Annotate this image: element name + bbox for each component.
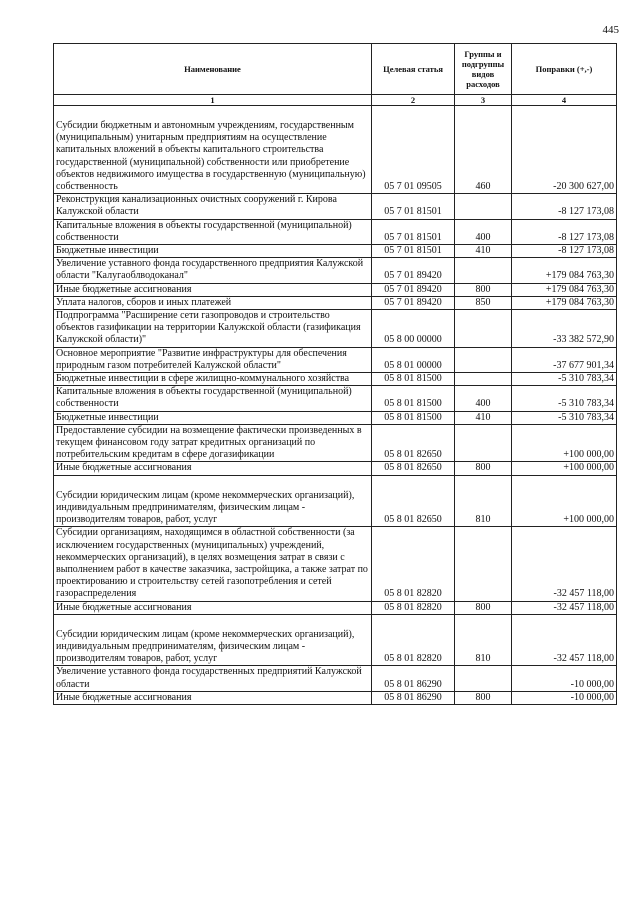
cell-name: Увеличение уставного фонда государственного предприятия Калужской области "Калугаоблводоканал" bbox=[54, 258, 372, 283]
cell-name: Капитальные вложения в объекты государственной (муниципальной) собственности bbox=[54, 219, 372, 244]
spacer-cell bbox=[455, 106, 512, 121]
cell-group: 850 bbox=[455, 296, 512, 309]
cell-code: 05 8 01 86290 bbox=[372, 666, 455, 691]
table-header-row bbox=[54, 44, 617, 95]
page-number: 445 bbox=[602, 24, 619, 36]
cell-code: 05 7 01 09505 bbox=[372, 120, 455, 194]
cell-code: 05 7 01 89420 bbox=[372, 296, 455, 309]
cell-amount: -32 457 118,00 bbox=[512, 629, 617, 666]
cell-code: 05 8 01 82820 bbox=[372, 601, 455, 614]
cell-name: Бюджетные инвестиции bbox=[54, 411, 372, 424]
cell-group: 800 bbox=[455, 283, 512, 296]
cell-group bbox=[455, 347, 512, 372]
cell-group: 410 bbox=[455, 411, 512, 424]
cell-name: Подпрограмма "Расширение сети газопроводов и строительство объектов газификации на территории Калужской области (газификация Калужской области)" bbox=[54, 310, 372, 348]
cell-name: Иные бюджетные ассигнования bbox=[54, 462, 372, 475]
spacer-cell bbox=[372, 106, 455, 121]
spacer-cell bbox=[372, 475, 455, 490]
spacer-row bbox=[54, 106, 617, 121]
column-number: 4 bbox=[512, 95, 617, 106]
cell-group: 800 bbox=[455, 601, 512, 614]
cell-amount: -20 300 627,00 bbox=[512, 120, 617, 194]
cell-code: 05 8 01 00000 bbox=[372, 347, 455, 372]
cell-amount: -8 127 173,08 bbox=[512, 245, 617, 258]
cell-code: 05 7 01 81501 bbox=[372, 194, 455, 219]
cell-amount: -5 310 783,34 bbox=[512, 373, 617, 386]
column-number-row bbox=[54, 95, 617, 106]
table-row bbox=[54, 462, 617, 475]
table-row bbox=[54, 283, 617, 296]
cell-group bbox=[455, 527, 512, 601]
cell-amount: -8 127 173,08 bbox=[512, 219, 617, 244]
cell-group: 400 bbox=[455, 219, 512, 244]
cell-amount: +179 084 763,30 bbox=[512, 283, 617, 296]
table-row bbox=[54, 386, 617, 411]
cell-group: 810 bbox=[455, 629, 512, 666]
cell-amount: -37 677 901,34 bbox=[512, 347, 617, 372]
cell-group bbox=[455, 424, 512, 462]
spacer-cell bbox=[455, 614, 512, 629]
table-row bbox=[54, 629, 617, 666]
column-header-target: Целевая статья bbox=[372, 44, 455, 95]
cell-amount: -32 457 118,00 bbox=[512, 527, 617, 601]
cell-amount: -10 000,00 bbox=[512, 691, 617, 704]
table-body bbox=[54, 106, 617, 705]
cell-code: 05 8 01 82650 bbox=[372, 490, 455, 527]
cell-group bbox=[455, 194, 512, 219]
spacer-cell bbox=[54, 475, 372, 490]
cell-code: 05 7 01 81501 bbox=[372, 219, 455, 244]
cell-amount: -5 310 783,34 bbox=[512, 386, 617, 411]
spacer-row bbox=[54, 614, 617, 629]
table-row bbox=[54, 601, 617, 614]
spacer-cell bbox=[455, 475, 512, 490]
cell-code: 05 8 00 00000 bbox=[372, 310, 455, 348]
spacer-cell bbox=[54, 614, 372, 629]
cell-name: Субсидии бюджетным и автономным учреждениям, государственным (муниципальным) унитарным предприятиям на осуществление капитальных вложений в объекты капитального строительства государственной (муниципальной) собственности или приобретение объектов недвижимого имущества в государственную (муниципальную) собственность bbox=[54, 120, 372, 194]
cell-amount: +100 000,00 bbox=[512, 462, 617, 475]
cell-group: 810 bbox=[455, 490, 512, 527]
table-row bbox=[54, 347, 617, 372]
table-row bbox=[54, 527, 617, 601]
cell-amount: +179 084 763,30 bbox=[512, 258, 617, 283]
cell-amount: +100 000,00 bbox=[512, 490, 617, 527]
cell-code: 05 8 01 86290 bbox=[372, 691, 455, 704]
cell-name: Бюджетные инвестиции в сфере жилищно-коммунального хозяйства bbox=[54, 373, 372, 386]
cell-code: 05 8 01 82820 bbox=[372, 629, 455, 666]
spacer-cell bbox=[54, 106, 372, 121]
cell-code: 05 8 01 82650 bbox=[372, 462, 455, 475]
table-row bbox=[54, 258, 617, 283]
table-row bbox=[54, 296, 617, 309]
cell-code: 05 8 01 81500 bbox=[372, 411, 455, 424]
cell-group: 800 bbox=[455, 462, 512, 475]
cell-name: Иные бюджетные ассигнования bbox=[54, 691, 372, 704]
column-number: 1 bbox=[54, 95, 372, 106]
spacer-cell bbox=[512, 614, 617, 629]
table-row bbox=[54, 245, 617, 258]
cell-group: 800 bbox=[455, 691, 512, 704]
table-row bbox=[54, 691, 617, 704]
cell-group bbox=[455, 310, 512, 348]
cell-name: Увеличение уставного фонда государственных предприятий Калужской области bbox=[54, 666, 372, 691]
table-row bbox=[54, 310, 617, 348]
cell-code: 05 7 01 89420 bbox=[372, 258, 455, 283]
cell-group bbox=[455, 666, 512, 691]
cell-name: Капитальные вложения в объекты государственной (муниципальной) собственности bbox=[54, 386, 372, 411]
cell-amount: -33 382 572,90 bbox=[512, 310, 617, 348]
cell-amount: +100 000,00 bbox=[512, 424, 617, 462]
cell-code: 05 8 01 81500 bbox=[372, 386, 455, 411]
column-header-name: Наименование bbox=[54, 44, 372, 95]
spacer-row bbox=[54, 475, 617, 490]
cell-group: 460 bbox=[455, 120, 512, 194]
spacer-cell bbox=[372, 614, 455, 629]
cell-amount: -5 310 783,34 bbox=[512, 411, 617, 424]
cell-name: Иные бюджетные ассигнования bbox=[54, 283, 372, 296]
cell-amount: -32 457 118,00 bbox=[512, 601, 617, 614]
cell-code: 05 7 01 81501 bbox=[372, 245, 455, 258]
table-row bbox=[54, 120, 617, 194]
cell-amount: +179 084 763,30 bbox=[512, 296, 617, 309]
cell-code: 05 8 01 82820 bbox=[372, 527, 455, 601]
budget-table bbox=[53, 43, 617, 705]
cell-name: Основное мероприятие "Развитие инфраструктуры для обеспечения природным газом потребителей Калужской области" bbox=[54, 347, 372, 372]
cell-group bbox=[455, 258, 512, 283]
cell-name: Субсидии юридическим лицам (кроме некоммерческих организаций), индивидуальным предпринимателям, физическим лицам - производителям товаров, работ, услуг bbox=[54, 629, 372, 666]
column-number: 3 bbox=[455, 95, 512, 106]
cell-group: 410 bbox=[455, 245, 512, 258]
cell-name: Бюджетные инвестиции bbox=[54, 245, 372, 258]
table-row bbox=[54, 666, 617, 691]
table-row bbox=[54, 411, 617, 424]
cell-code: 05 7 01 89420 bbox=[372, 283, 455, 296]
cell-name: Предоставление субсидии на возмещение фактически произведенных в текущем финансовом году затрат кредитных организаций по потребительским кредитам в сфере догазификации bbox=[54, 424, 372, 462]
cell-code: 05 8 01 82650 bbox=[372, 424, 455, 462]
table-row bbox=[54, 194, 617, 219]
cell-amount: -8 127 173,08 bbox=[512, 194, 617, 219]
spacer-cell bbox=[512, 106, 617, 121]
cell-group: 400 bbox=[455, 386, 512, 411]
cell-group bbox=[455, 373, 512, 386]
table-row bbox=[54, 373, 617, 386]
column-number: 2 bbox=[372, 95, 455, 106]
cell-amount: -10 000,00 bbox=[512, 666, 617, 691]
cell-name: Иные бюджетные ассигнования bbox=[54, 601, 372, 614]
column-header-amount: Поправки (+,-) bbox=[512, 44, 617, 95]
table-row bbox=[54, 424, 617, 462]
table-row bbox=[54, 219, 617, 244]
cell-name: Уплата налогов, сборов и иных платежей bbox=[54, 296, 372, 309]
cell-name: Реконструкция канализационных очистных сооружений г. Кирова Калужской области bbox=[54, 194, 372, 219]
spacer-cell bbox=[512, 475, 617, 490]
cell-name: Субсидии юридическим лицам (кроме некоммерческих организаций), индивидуальным предпринимателям, физическим лицам - производителям товаров, работ, услуг bbox=[54, 490, 372, 527]
cell-name: Субсидии организациям, находящимся в областной собственности (за исключением государственных (муниципальных) учреждений, некоммерческих организаций), в целях возмещения затрат в связи с выполнением работ в качестве заказчика, застройщика, а также затрат по проектированию и строительству сетей газопотребления и сетей газораспределения bbox=[54, 527, 372, 601]
table-row bbox=[54, 490, 617, 527]
column-header-group: Группы и подгруппы видов расходов bbox=[455, 44, 512, 95]
cell-code: 05 8 01 81500 bbox=[372, 373, 455, 386]
